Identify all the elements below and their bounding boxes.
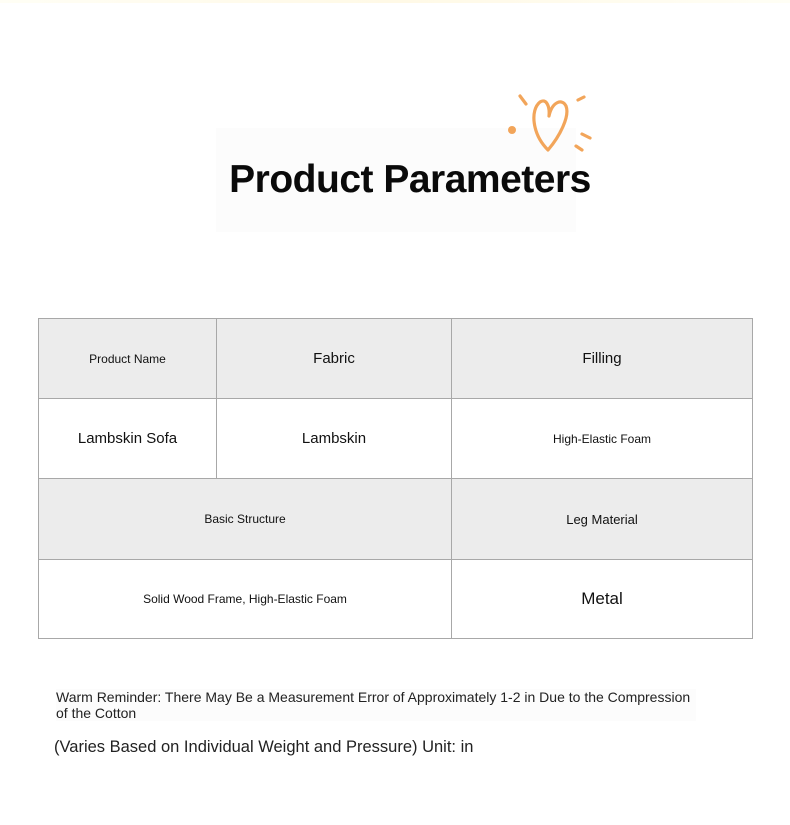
table-cell-fabric-value: Lambskin (217, 399, 452, 479)
table-cell-leg-material-label: Leg Material (452, 479, 753, 560)
table-cell-filling-label: Filling (452, 319, 753, 399)
table-cell-structure-label: Basic Structure (39, 479, 452, 560)
table-cell-fabric-label: Fabric (217, 319, 452, 399)
heart-doodle-icon (502, 92, 594, 158)
top-decor-line (0, 0, 790, 3)
table-cell-product-name-value: Lambskin Sofa (39, 399, 217, 479)
measurement-reminder: Warm Reminder: There May Be a Measurement Error of Approximately 1-2 in Due to the Compression of the Cotton (56, 689, 696, 721)
table-cell-leg-material-value: Metal (452, 560, 753, 639)
product-parameters-table (38, 318, 753, 639)
table-row (39, 479, 753, 560)
page-title: Product Parameters (229, 158, 591, 201)
table-row (39, 560, 753, 639)
table-row (39, 319, 753, 399)
table-cell-product-name-label: Product Name (39, 319, 217, 399)
table-cell-filling-value: High-Elastic Foam (452, 399, 753, 479)
table-row (39, 399, 753, 479)
unit-note: (Varies Based on Individual Weight and Pressure) Unit: in (54, 738, 474, 756)
table-cell-structure-value: Solid Wood Frame, High-Elastic Foam (39, 560, 452, 639)
